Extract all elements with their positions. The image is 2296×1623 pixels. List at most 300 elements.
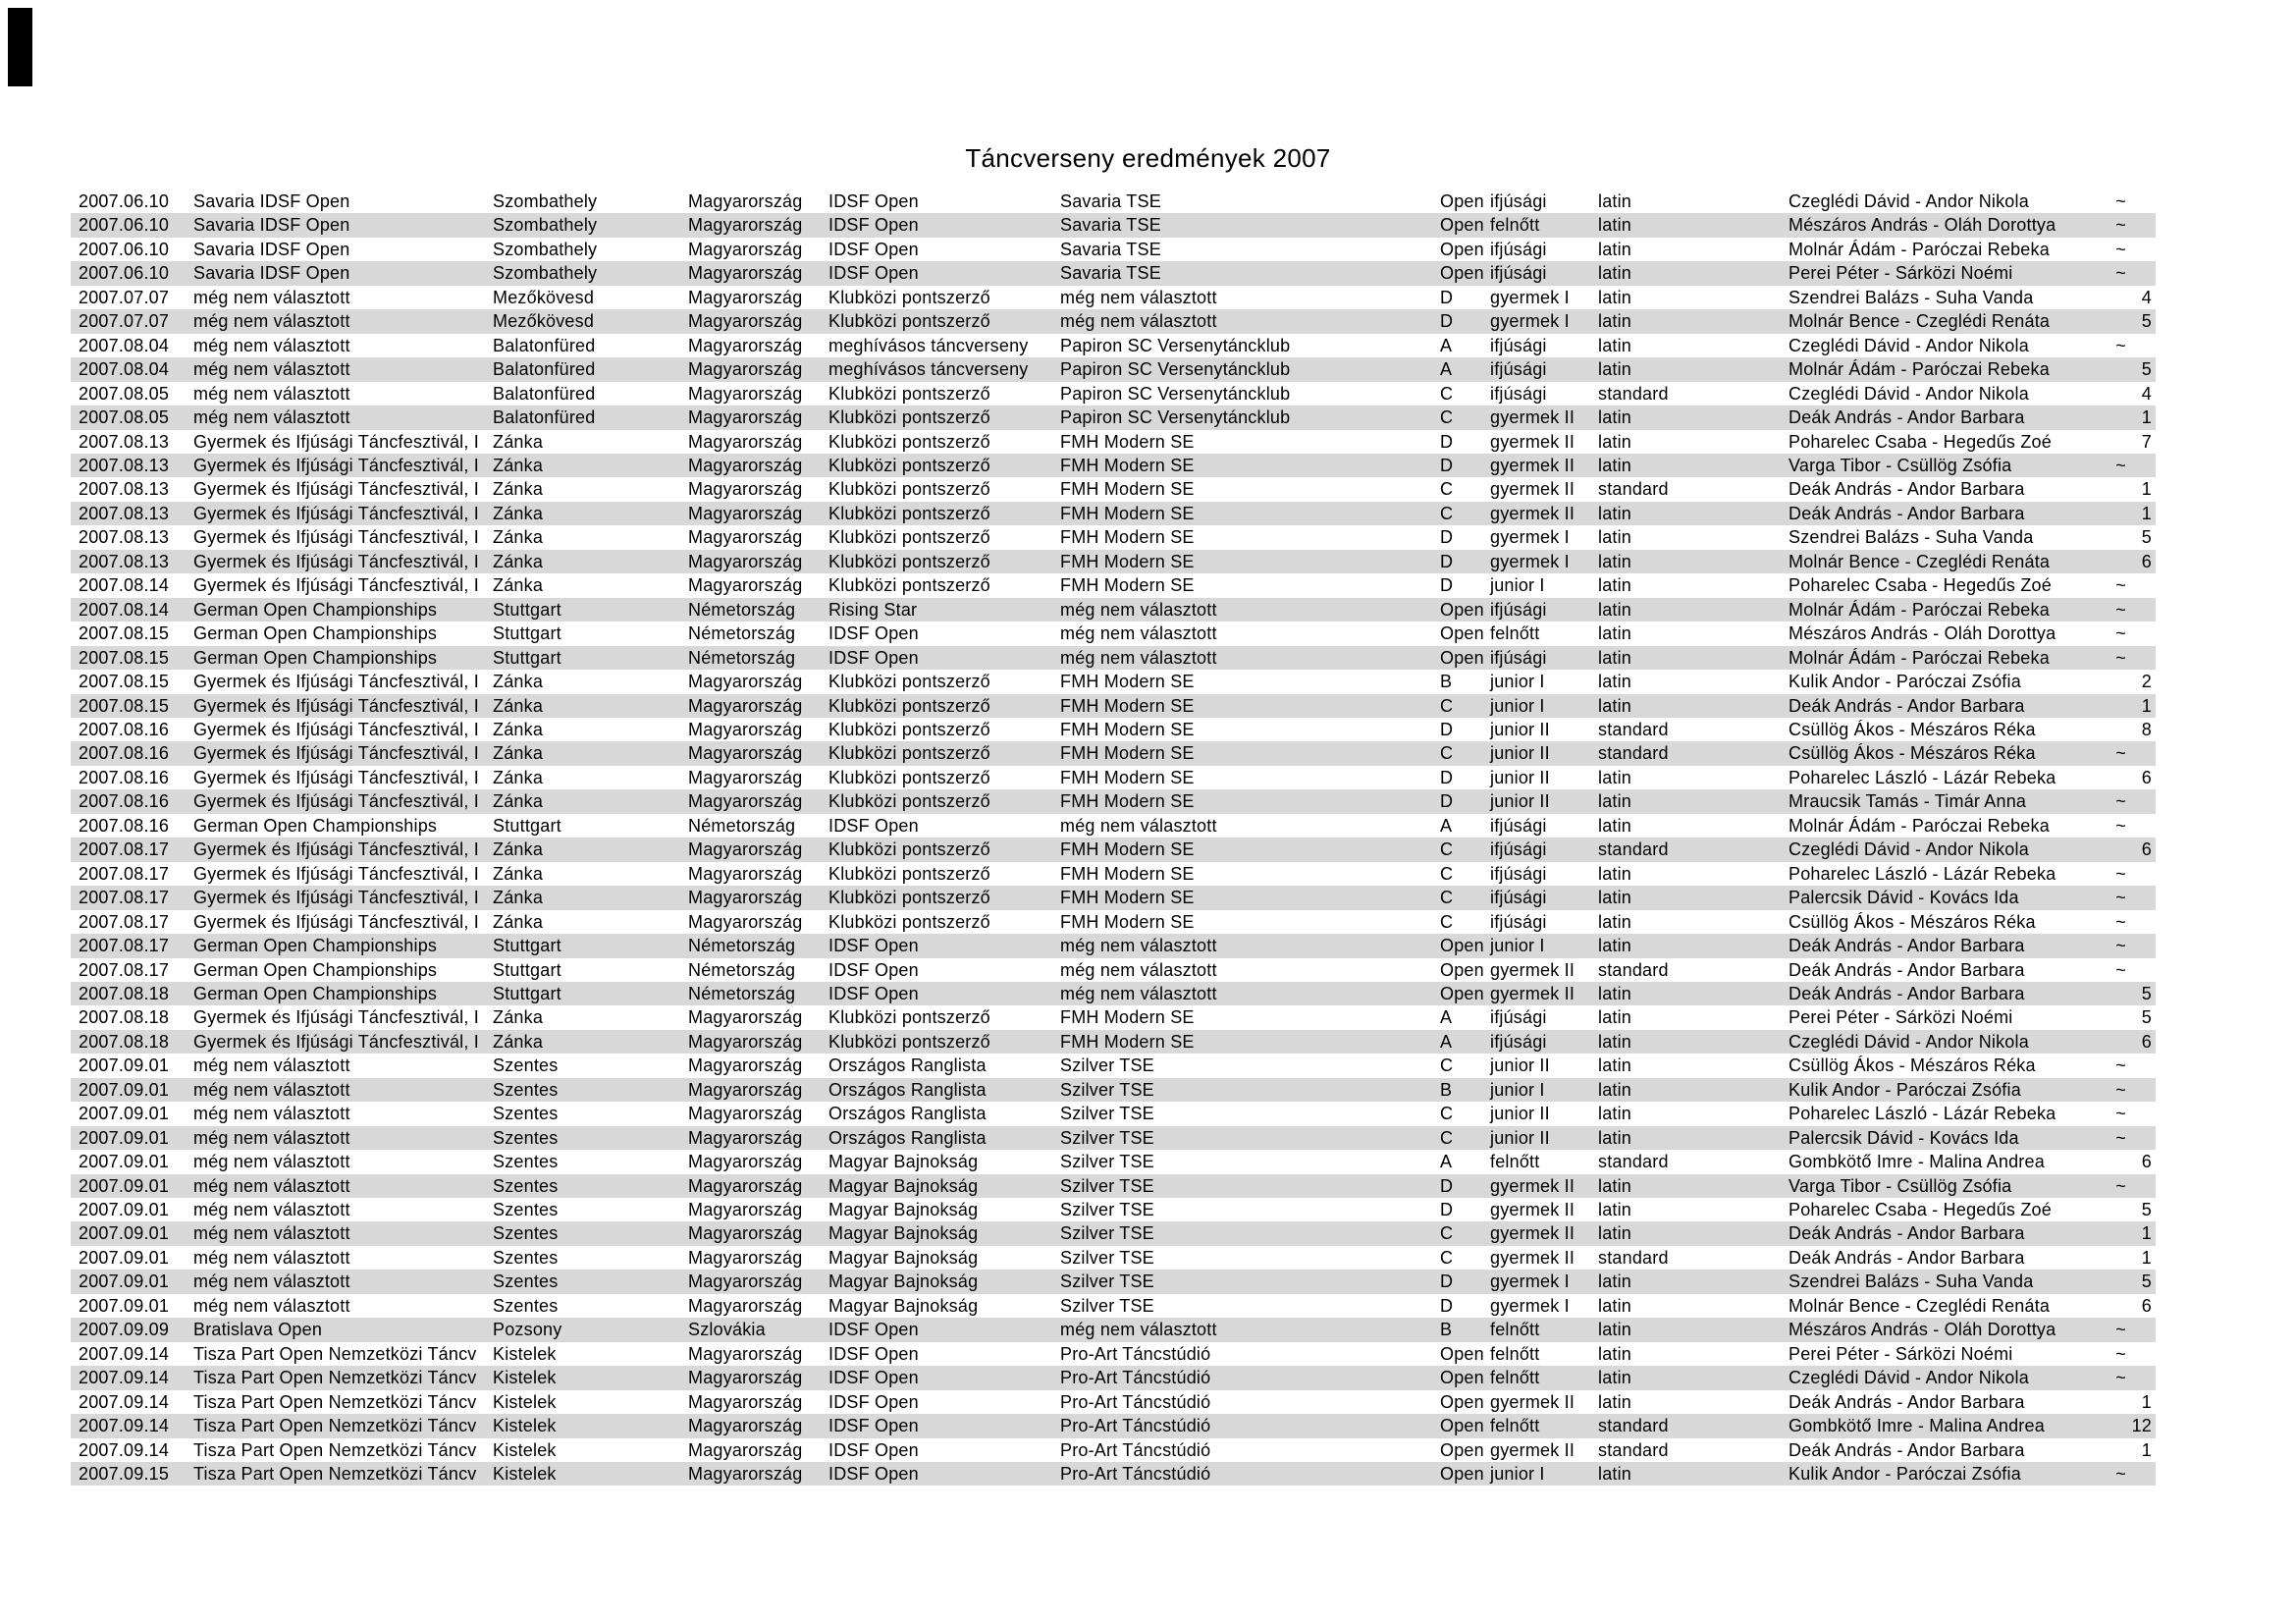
- cell-age-group: gyermek II: [1490, 983, 1575, 1003]
- cell-city: Zánka: [493, 503, 544, 523]
- cell-result: 1: [2141, 479, 2152, 500]
- cell-date: 2007.09.01: [79, 1175, 170, 1196]
- page-title: Táncverseny eredmények 2007: [965, 143, 1331, 173]
- cell-competition-type: IDSF Open: [828, 191, 919, 211]
- cell-country: Németország: [688, 623, 796, 644]
- cell-age-group: gyermek II: [1490, 1175, 1575, 1196]
- cell-competition: Savaria IDSF Open: [193, 263, 350, 284]
- cell-club: még nem választott: [1060, 936, 1217, 956]
- cell-result: 4: [2141, 287, 2152, 307]
- cell-age-group: ifjúsági: [1490, 599, 1547, 620]
- cell-style: latin: [1598, 335, 1632, 355]
- cell-club: FMH Modern SE: [1060, 863, 1195, 884]
- cell-competition-type: Magyar Bajnokság: [828, 1175, 979, 1196]
- cell-couple: Molnár Ádám - Paróczai Rebeka: [1789, 239, 2050, 259]
- cell-result: ~: [2115, 215, 2126, 236]
- cell-competition: még nem választott: [193, 1271, 350, 1292]
- cell-class: C: [1440, 911, 1454, 932]
- cell-club: FMH Modern SE: [1060, 911, 1195, 932]
- table-row: [71, 454, 2156, 477]
- cell-date: 2007.08.18: [79, 1031, 170, 1052]
- cell-class: Open: [1440, 936, 1484, 956]
- cell-result: 7: [2141, 431, 2152, 452]
- cell-age-group: junior II: [1490, 791, 1550, 812]
- cell-club: Savaria TSE: [1060, 215, 1161, 236]
- cell-result: 5: [2141, 359, 2152, 380]
- cell-competition: Gyermek és Ifjúsági Táncfesztivál, I: [193, 743, 479, 764]
- cell-class: C: [1440, 479, 1454, 500]
- cell-competition: Gyermek és Ifjúsági Táncfesztivál, I: [193, 455, 479, 475]
- cell-style: latin: [1598, 1271, 1632, 1292]
- cell-couple: Csüllög Ákos - Mészáros Réka: [1789, 743, 2036, 764]
- cell-class: C: [1440, 383, 1454, 404]
- table-row: [71, 286, 2156, 309]
- cell-country: Magyarország: [688, 1368, 803, 1388]
- cell-couple: Palercsik Dávid - Kovács Ida: [1789, 1127, 2019, 1148]
- cell-style: latin: [1598, 431, 1632, 452]
- cell-competition-type: Magyar Bajnokság: [828, 1271, 979, 1292]
- cell-city: Zánka: [493, 455, 544, 475]
- cell-competition-type: Klubközi pontszerző: [828, 719, 990, 739]
- cell-result: 12: [2131, 1416, 2152, 1436]
- cell-competition: Gyermek és Ifjúsági Táncfesztivál, I: [193, 672, 479, 692]
- table-row: [71, 718, 2156, 741]
- cell-date: 2007.09.14: [79, 1391, 170, 1412]
- cell-competition-type: Klubközi pontszerző: [828, 479, 990, 500]
- cell-country: Magyarország: [688, 888, 803, 908]
- cell-date: 2007.09.14: [79, 1368, 170, 1388]
- cell-age-group: ifjúsági: [1490, 1007, 1547, 1028]
- cell-result: ~: [2115, 888, 2126, 908]
- cell-country: Magyarország: [688, 719, 803, 739]
- cell-country: Magyarország: [688, 191, 803, 211]
- cell-city: Szentes: [493, 1295, 559, 1316]
- cell-style: latin: [1598, 1391, 1632, 1412]
- cell-country: Magyarország: [688, 911, 803, 932]
- cell-club: FMH Modern SE: [1060, 503, 1195, 523]
- cell-class: C: [1440, 863, 1454, 884]
- cell-competition: még nem választott: [193, 335, 350, 355]
- cell-style: latin: [1598, 936, 1632, 956]
- cell-class: Open: [1440, 239, 1484, 259]
- cell-competition: még nem választott: [193, 311, 350, 332]
- table-row: [71, 1366, 2156, 1389]
- cell-competition: még nem választott: [193, 1247, 350, 1268]
- cell-age-group: ifjúsági: [1490, 839, 1547, 860]
- cell-style: latin: [1598, 695, 1632, 716]
- table-row: [71, 1030, 2156, 1054]
- cell-result: 1: [2141, 695, 2152, 716]
- cell-style: standard: [1598, 1439, 1669, 1460]
- cell-country: Magyarország: [688, 1439, 803, 1460]
- cell-club: FMH Modern SE: [1060, 551, 1195, 571]
- cell-result: 1: [2141, 1247, 2152, 1268]
- cell-city: Szentes: [493, 1223, 559, 1244]
- cell-city: Zánka: [493, 719, 544, 739]
- cell-age-group: ifjúsági: [1490, 863, 1547, 884]
- cell-age-group: gyermek II: [1490, 407, 1575, 428]
- cell-couple: Poharelec László - Lázár Rebeka: [1789, 863, 2056, 884]
- cell-competition-type: Klubközi pontszerző: [828, 383, 990, 404]
- cell-date: 2007.09.01: [79, 1127, 170, 1148]
- cell-competition-type: Magyar Bajnokság: [828, 1247, 979, 1268]
- cell-class: C: [1440, 503, 1454, 523]
- cell-couple: Palercsik Dávid - Kovács Ida: [1789, 888, 2019, 908]
- cell-age-group: gyermek I: [1490, 1295, 1570, 1316]
- cell-competition-type: IDSF Open: [828, 215, 919, 236]
- cell-style: latin: [1598, 911, 1632, 932]
- cell-date: 2007.08.17: [79, 911, 170, 932]
- cell-result: ~: [2115, 623, 2126, 644]
- cell-style: latin: [1598, 767, 1632, 787]
- cell-date: 2007.08.15: [79, 695, 170, 716]
- cell-competition-type: IDSF Open: [828, 1391, 919, 1412]
- cell-result: 4: [2141, 383, 2152, 404]
- cell-age-group: junior I: [1490, 1464, 1545, 1485]
- cell-club: FMH Modern SE: [1060, 479, 1195, 500]
- results-table: [0, 189, 2296, 1486]
- cell-age-group: gyermek II: [1490, 479, 1575, 500]
- cell-result: 5: [2141, 1007, 2152, 1028]
- cell-result: ~: [2115, 1464, 2126, 1485]
- cell-couple: Molnár Ádám - Paróczai Rebeka: [1789, 359, 2050, 380]
- cell-style: latin: [1598, 623, 1632, 644]
- cell-class: D: [1440, 551, 1454, 571]
- cell-style: standard: [1598, 1416, 1669, 1436]
- cell-country: Magyarország: [688, 359, 803, 380]
- cell-result: 6: [2141, 839, 2152, 860]
- cell-date: 2007.08.13: [79, 503, 170, 523]
- cell-competition: még nem választott: [193, 1200, 350, 1220]
- cell-couple: Deák András - Andor Barbara: [1789, 407, 2025, 428]
- cell-competition-type: Klubközi pontszerző: [828, 863, 990, 884]
- cell-competition-type: Klubközi pontszerző: [828, 431, 990, 452]
- cell-style: latin: [1598, 263, 1632, 284]
- cell-style: latin: [1598, 239, 1632, 259]
- cell-competition: Gyermek és Ifjúsági Táncfesztivál, I: [193, 551, 479, 571]
- cell-competition: még nem választott: [193, 1104, 350, 1124]
- cell-age-group: junior I: [1490, 672, 1545, 692]
- cell-competition-type: IDSF Open: [828, 1439, 919, 1460]
- cell-city: Zánka: [493, 672, 544, 692]
- cell-competition: Tisza Part Open Nemzetközi Táncv: [193, 1368, 477, 1388]
- cell-date: 2007.09.01: [79, 1247, 170, 1268]
- cell-date: 2007.09.15: [79, 1464, 170, 1485]
- cell-class: D: [1440, 1271, 1454, 1292]
- table-row: [71, 694, 2156, 718]
- cell-competition: Tisza Part Open Nemzetközi Táncv: [193, 1464, 477, 1485]
- cell-city: Mezőkövesd: [493, 311, 595, 332]
- cell-class: Open: [1440, 1439, 1484, 1460]
- cell-club: Pro-Art Táncstúdió: [1060, 1439, 1211, 1460]
- cell-competition: German Open Championships: [193, 936, 438, 956]
- cell-style: latin: [1598, 527, 1632, 548]
- cell-style: latin: [1598, 575, 1632, 596]
- cell-city: Stuttgart: [493, 647, 561, 668]
- cell-result: ~: [2115, 863, 2126, 884]
- cell-competition-type: IDSF Open: [828, 936, 919, 956]
- cell-couple: Szendrei Balázs - Suha Vanda: [1789, 287, 2034, 307]
- cell-city: Szombathely: [493, 239, 598, 259]
- cell-country: Magyarország: [688, 695, 803, 716]
- cell-date: 2007.08.04: [79, 359, 170, 380]
- table-row: [71, 213, 2156, 237]
- cell-competition-type: IDSF Open: [828, 1320, 919, 1340]
- cell-age-group: gyermek II: [1490, 503, 1575, 523]
- cell-age-group: junior I: [1490, 1079, 1545, 1100]
- cell-club: Szilver TSE: [1060, 1152, 1154, 1172]
- cell-country: Magyarország: [688, 1031, 803, 1052]
- cell-style: latin: [1598, 455, 1632, 475]
- cell-country: Magyarország: [688, 503, 803, 523]
- cell-date: 2007.08.13: [79, 455, 170, 475]
- cell-result: ~: [2115, 959, 2126, 980]
- cell-date: 2007.07.07: [79, 311, 170, 332]
- table-row: [71, 958, 2156, 982]
- cell-couple: Csüllög Ákos - Mészáros Réka: [1789, 1055, 2036, 1076]
- cell-date: 2007.08.14: [79, 575, 170, 596]
- cell-date: 2007.09.01: [79, 1079, 170, 1100]
- cell-club: még nem választott: [1060, 287, 1217, 307]
- cell-age-group: gyermek II: [1490, 1247, 1575, 1268]
- cell-club: Papiron SC Versenytáncklub: [1060, 359, 1291, 380]
- cell-age-group: ifjúsági: [1490, 911, 1547, 932]
- cell-age-group: felnőtt: [1490, 1368, 1540, 1388]
- cell-club: Szilver TSE: [1060, 1200, 1154, 1220]
- cell-competition-type: Rising Star: [828, 599, 918, 620]
- cell-style: latin: [1598, 647, 1632, 668]
- cell-couple: Molnár Ádám - Paróczai Rebeka: [1789, 599, 2050, 620]
- cell-age-group: felnőtt: [1490, 1320, 1540, 1340]
- cell-competition: Gyermek és Ifjúsági Táncfesztivál, I: [193, 839, 479, 860]
- cell-date: 2007.08.15: [79, 672, 170, 692]
- cell-class: A: [1440, 815, 1453, 836]
- cell-competition-type: IDSF Open: [828, 263, 919, 284]
- cell-result: ~: [2115, 191, 2126, 211]
- cell-age-group: gyermek II: [1490, 1391, 1575, 1412]
- cell-club: Savaria TSE: [1060, 263, 1161, 284]
- cell-competition: Bratislava Open: [193, 1320, 323, 1340]
- cell-class: B: [1440, 672, 1453, 692]
- cell-country: Németország: [688, 815, 796, 836]
- cell-country: Magyarország: [688, 743, 803, 764]
- cell-city: Szombathely: [493, 215, 598, 236]
- cell-city: Zánka: [493, 743, 544, 764]
- cell-date: 2007.08.18: [79, 1007, 170, 1028]
- cell-date: 2007.06.10: [79, 191, 170, 211]
- cell-city: Szentes: [493, 1175, 559, 1196]
- table-row: [71, 886, 2156, 909]
- cell-city: Zánka: [493, 551, 544, 571]
- table-row: [71, 1270, 2156, 1293]
- table-row: [71, 430, 2156, 454]
- cell-class: C: [1440, 407, 1454, 428]
- cell-style: latin: [1598, 287, 1632, 307]
- cell-result: 6: [2141, 1031, 2152, 1052]
- cell-competition-type: IDSF Open: [828, 815, 919, 836]
- cell-class: D: [1440, 791, 1454, 812]
- table-row: [71, 550, 2156, 573]
- cell-date: 2007.09.01: [79, 1271, 170, 1292]
- cell-date: 2007.08.04: [79, 335, 170, 355]
- cell-competition-type: Magyar Bajnokság: [828, 1152, 979, 1172]
- cell-class: D: [1440, 575, 1454, 596]
- cell-club: Pro-Art Táncstúdió: [1060, 1416, 1211, 1436]
- cell-class: C: [1440, 1055, 1454, 1076]
- cell-date: 2007.09.01: [79, 1104, 170, 1124]
- cell-date: 2007.06.10: [79, 215, 170, 236]
- cell-date: 2007.09.01: [79, 1295, 170, 1316]
- cell-date: 2007.08.17: [79, 959, 170, 980]
- cell-class: D: [1440, 455, 1454, 475]
- cell-city: Kistelek: [493, 1391, 557, 1412]
- cell-competition: Tisza Part Open Nemzetközi Táncv: [193, 1416, 477, 1436]
- cell-age-group: ifjúsági: [1490, 191, 1547, 211]
- cell-couple: Poharelec László - Lázár Rebeka: [1789, 767, 2056, 787]
- cell-competition-type: Országos Ranglista: [828, 1104, 987, 1124]
- cell-country: Magyarország: [688, 1127, 803, 1148]
- cell-country: Magyarország: [688, 1055, 803, 1076]
- cell-competition-type: Klubközi pontszerző: [828, 839, 990, 860]
- cell-couple: Szendrei Balázs - Suha Vanda: [1789, 527, 2034, 548]
- cell-result: 1: [2141, 1439, 2152, 1460]
- cell-style: latin: [1598, 1368, 1632, 1388]
- cell-city: Balatonfüred: [493, 383, 596, 404]
- cell-class: D: [1440, 527, 1454, 548]
- cell-age-group: ifjúsági: [1490, 888, 1547, 908]
- cell-club: FMH Modern SE: [1060, 839, 1195, 860]
- cell-style: latin: [1598, 1007, 1632, 1028]
- cell-competition-type: Klubközi pontszerző: [828, 527, 990, 548]
- cell-class: C: [1440, 695, 1454, 716]
- cell-couple: Molnár Ádám - Paróczai Rebeka: [1789, 815, 2050, 836]
- cell-couple: Deák András - Andor Barbara: [1789, 1247, 2025, 1268]
- cell-style: latin: [1598, 359, 1632, 380]
- table-row: [71, 525, 2156, 549]
- cell-city: Szentes: [493, 1200, 559, 1220]
- cell-city: Kistelek: [493, 1416, 557, 1436]
- cell-competition-type: IDSF Open: [828, 1464, 919, 1485]
- cell-age-group: gyermek II: [1490, 455, 1575, 475]
- cell-competition-type: Magyar Bajnokság: [828, 1295, 979, 1316]
- cell-date: 2007.08.16: [79, 791, 170, 812]
- cell-club: Szilver TSE: [1060, 1055, 1154, 1076]
- cell-class: Open: [1440, 1416, 1484, 1436]
- cell-competition: Tisza Part Open Nemzetközi Táncv: [193, 1439, 477, 1460]
- cell-result: ~: [2115, 791, 2126, 812]
- cell-competition: Gyermek és Ifjúsági Táncfesztivál, I: [193, 911, 479, 932]
- cell-style: latin: [1598, 1464, 1632, 1485]
- cell-country: Magyarország: [688, 455, 803, 475]
- cell-class: D: [1440, 767, 1454, 787]
- table-row: [71, 309, 2156, 333]
- cell-style: standard: [1598, 743, 1669, 764]
- cell-club: FMH Modern SE: [1060, 767, 1195, 787]
- cell-style: standard: [1598, 959, 1669, 980]
- cell-class: A: [1440, 335, 1453, 355]
- cell-class: Open: [1440, 191, 1484, 211]
- cell-result: ~: [2115, 1104, 2126, 1124]
- cell-competition: Tisza Part Open Nemzetközi Táncv: [193, 1391, 477, 1412]
- cell-competition: még nem választott: [193, 1175, 350, 1196]
- cell-competition-type: Klubközi pontszerző: [828, 551, 990, 571]
- cell-city: Szentes: [493, 1271, 559, 1292]
- cell-couple: Molnár Bence - Czeglédi Renáta: [1789, 1295, 2051, 1316]
- cell-club: még nem választott: [1060, 815, 1217, 836]
- cell-city: Balatonfüred: [493, 407, 596, 428]
- cell-style: latin: [1598, 1200, 1632, 1220]
- cell-country: Magyarország: [688, 1152, 803, 1172]
- cell-country: Németország: [688, 599, 796, 620]
- cell-class: A: [1440, 1031, 1453, 1052]
- cell-age-group: ifjúsági: [1490, 1031, 1547, 1052]
- cell-class: Open: [1440, 215, 1484, 236]
- cell-style: latin: [1598, 599, 1632, 620]
- cell-class: C: [1440, 743, 1454, 764]
- cell-club: Szilver TSE: [1060, 1271, 1154, 1292]
- cell-age-group: gyermek II: [1490, 1223, 1575, 1244]
- table-row: [71, 910, 2156, 934]
- cell-country: Németország: [688, 959, 796, 980]
- cell-couple: Mészáros András - Oláh Dorottya: [1789, 1320, 2056, 1340]
- cell-club: Szilver TSE: [1060, 1175, 1154, 1196]
- cell-country: Magyarország: [688, 287, 803, 307]
- cell-couple: Czeglédi Dávid - Andor Nikola: [1789, 1031, 2029, 1052]
- cell-age-group: junior I: [1490, 695, 1545, 716]
- cell-style: latin: [1598, 888, 1632, 908]
- cell-age-group: ifjúsági: [1490, 647, 1547, 668]
- cell-style: latin: [1598, 503, 1632, 523]
- cell-style: latin: [1598, 863, 1632, 884]
- cell-city: Zánka: [493, 1007, 544, 1028]
- cell-age-group: ifjúsági: [1490, 263, 1547, 284]
- cell-country: Szlovákia: [688, 1320, 766, 1340]
- cell-age-group: gyermek II: [1490, 431, 1575, 452]
- cell-competition: Gyermek és Ifjúsági Táncfesztivál, I: [193, 791, 479, 812]
- cell-club: Pro-Art Táncstúdió: [1060, 1368, 1211, 1388]
- cell-couple: Perei Péter - Sárközi Noémi: [1789, 263, 2013, 284]
- cell-competition: még nem választott: [193, 1055, 350, 1076]
- cell-class: A: [1440, 1152, 1453, 1172]
- table-row: [71, 862, 2156, 886]
- table-row: [71, 1414, 2156, 1437]
- cell-style: latin: [1598, 407, 1632, 428]
- cell-country: Magyarország: [688, 1247, 803, 1268]
- cell-country: Németország: [688, 983, 796, 1003]
- cell-result: 1: [2141, 503, 2152, 523]
- cell-couple: Molnár Bence - Czeglédi Renáta: [1789, 311, 2051, 332]
- cell-class: C: [1440, 1247, 1454, 1268]
- cell-club: még nem választott: [1060, 599, 1217, 620]
- cell-country: Magyarország: [688, 239, 803, 259]
- cell-city: Zánka: [493, 1031, 544, 1052]
- cell-result: 6: [2141, 1152, 2152, 1172]
- cell-couple: Poharelec László - Lázár Rebeka: [1789, 1104, 2056, 1124]
- cell-age-group: gyermek II: [1490, 1200, 1575, 1220]
- cell-couple: Szendrei Balázs - Suha Vanda: [1789, 1271, 2034, 1292]
- cell-couple: Csüllög Ákos - Mészáros Réka: [1789, 719, 2036, 739]
- cell-city: Szombathely: [493, 191, 598, 211]
- cell-style: latin: [1598, 1223, 1632, 1244]
- cell-club: Szilver TSE: [1060, 1223, 1154, 1244]
- cell-class: C: [1440, 888, 1454, 908]
- cell-club: még nem választott: [1060, 959, 1217, 980]
- cell-class: D: [1440, 431, 1454, 452]
- cell-date: 2007.09.14: [79, 1416, 170, 1436]
- cell-class: Open: [1440, 599, 1484, 620]
- cell-competition: még nem választott: [193, 1079, 350, 1100]
- cell-age-group: ifjúsági: [1490, 359, 1547, 380]
